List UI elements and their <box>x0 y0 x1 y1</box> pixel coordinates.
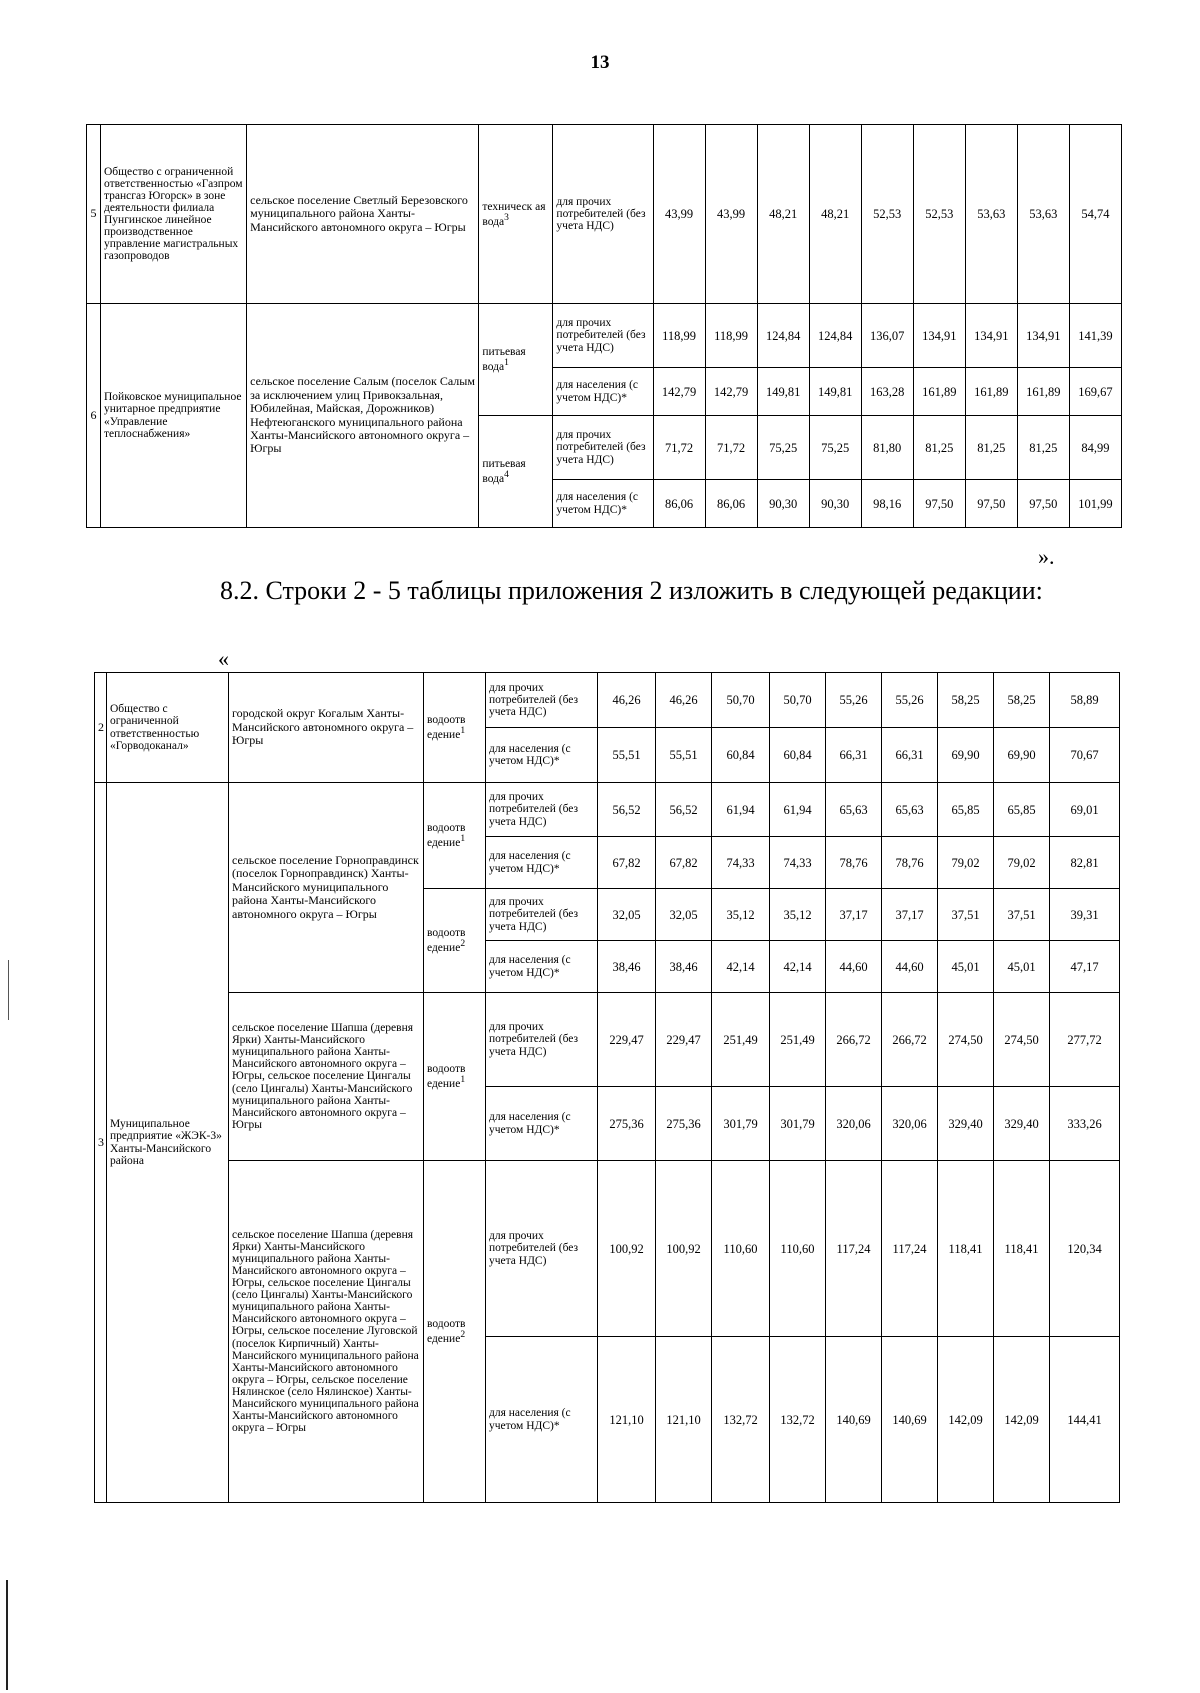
tariff-value: 90,30 <box>809 480 861 528</box>
tariff-value: 65,85 <box>938 783 994 837</box>
tariff-value: 61,94 <box>770 783 826 837</box>
tariff-value: 60,84 <box>770 728 826 783</box>
tariff-value: 42,14 <box>770 941 826 993</box>
tariff-value: 86,06 <box>705 480 757 528</box>
tariff-value: 66,31 <box>826 728 882 783</box>
consumer-cell: для прочих потребителей (без учета НДС) <box>553 125 653 304</box>
territory-cell: сельское поселение Шапша (деревня Ярки) Ханты-Мансийского муниципального района Ханты-Мансийского автономного округа – Югры, сельское поселение Цингалы (село Цингалы) Ханты-Мансийского муниципального района Ханты-Мансийского автономного округа – Югры, сельское поселение Луговской (поселок Кирпичный) Ханты-Мансийского муниципального района Ханты-Мансийского автономного округа – Югры, сельское поселение Нялинское (село Нялинское) Ханты-Мансийского муниципального района Ханты-Мансийского автономного округа – Югры <box>229 1161 424 1503</box>
tariff-value: 37,51 <box>994 889 1050 941</box>
territory-cell: сельское поселение Салым (поселок Салым за исключением улиц Привокзальная, Юбилейная, Майская, Дорожников) Нефтеюганского муниципального района Ханты-Мансийского автономного округа – Югры <box>247 304 479 528</box>
tariff-value: 48,21 <box>757 125 809 304</box>
tariff-value: 275,36 <box>656 1087 712 1161</box>
tariff-value: 140,69 <box>826 1337 882 1503</box>
tariff-value: 79,02 <box>938 837 994 889</box>
tariff-value: 58,25 <box>938 673 994 728</box>
tariff-value: 32,05 <box>656 889 712 941</box>
table-row <box>87 125 1122 304</box>
organization-cell: Общество с ограниченной ответственностью «Горводоканал» <box>107 673 229 783</box>
tariff-value: 52,53 <box>913 125 965 304</box>
tariff-value: 161,89 <box>965 368 1017 416</box>
tariff-value: 37,17 <box>882 889 938 941</box>
tariff-value: 229,47 <box>656 993 712 1087</box>
tariff-value: 144,41 <box>1050 1337 1120 1503</box>
tariff-value: 74,33 <box>770 837 826 889</box>
tariff-value: 81,80 <box>861 416 913 480</box>
tariff-value: 81,25 <box>965 416 1017 480</box>
consumer-cell: для населения (с учетом НДС)* <box>486 728 598 783</box>
closing-quote: ». <box>1038 544 1055 569</box>
service-cell: питьевая вода$^1$ <box>479 304 553 416</box>
row-number: 5 <box>87 125 101 304</box>
tariff-value: 118,99 <box>705 304 757 368</box>
tariff-value: 78,76 <box>882 837 938 889</box>
tariff-value: 266,72 <box>826 993 882 1087</box>
row-number: 6 <box>87 304 101 528</box>
tariff-value: 110,60 <box>770 1161 826 1337</box>
page-number: 13 <box>590 52 610 73</box>
tariff-value: 78,76 <box>826 837 882 889</box>
tariff-value: 132,72 <box>770 1337 826 1503</box>
tariff-value: 142,09 <box>938 1337 994 1503</box>
service-cell: техническ ая вода$^3$ <box>479 125 553 304</box>
tariff-value: 56,52 <box>656 783 712 837</box>
scan-margin-mark <box>8 960 9 1020</box>
tariff-value: 266,72 <box>882 993 938 1087</box>
organization-cell: Муниципальное предприятие «ЖЭК-3» Ханты-Мансийского района <box>107 783 229 1503</box>
tariff-value: 124,84 <box>757 304 809 368</box>
tariff-value: 42,14 <box>712 941 770 993</box>
tariff-value: 329,40 <box>938 1087 994 1161</box>
tariff-value: 161,89 <box>1017 368 1069 416</box>
organization-cell: Пойковское муниципальное унитарное предприятие «Управление теплоснабжения» <box>101 304 247 528</box>
tariff-value: 275,36 <box>598 1087 656 1161</box>
tariff-value: 74,33 <box>712 837 770 889</box>
tariff-value: 229,47 <box>598 993 656 1087</box>
tariff-value: 38,46 <box>598 941 656 993</box>
tariff-value: 66,31 <box>882 728 938 783</box>
tariff-value: 320,06 <box>826 1087 882 1161</box>
tariff-value: 333,26 <box>1050 1087 1120 1161</box>
tariff-value: 65,63 <box>826 783 882 837</box>
tariff-value: 274,50 <box>994 993 1050 1087</box>
tariff-value: 251,49 <box>712 993 770 1087</box>
tariff-value: 117,24 <box>826 1161 882 1337</box>
table-row <box>95 783 1120 837</box>
tariff-value: 98,16 <box>861 480 913 528</box>
tariff-value: 67,82 <box>656 837 712 889</box>
territory-cell: городской округ Когалым Ханты-Мансийского автономного округа – Югры <box>229 673 424 783</box>
territory-cell: сельское поселение Горноправдинск (поселок Горноправдинск) Ханты-Мансийского муниципального района Ханты-Мансийского автономного округа – Югры <box>229 783 424 993</box>
tariff-value: 43,99 <box>653 125 705 304</box>
tariff-value: 141,39 <box>1069 304 1121 368</box>
tariff-value: 140,69 <box>882 1337 938 1503</box>
tariff-value: 75,25 <box>809 416 861 480</box>
tariff-value: 71,72 <box>653 416 705 480</box>
tariff-value: 134,91 <box>965 304 1017 368</box>
tariff-value: 43,99 <box>705 125 757 304</box>
tariff-value: 301,79 <box>770 1087 826 1161</box>
tariff-value: 37,17 <box>826 889 882 941</box>
tariff-value: 110,60 <box>712 1161 770 1337</box>
tariff-value: 46,26 <box>656 673 712 728</box>
tariff-value: 301,79 <box>712 1087 770 1161</box>
tariff-value: 52,53 <box>861 125 913 304</box>
tariff-value: 142,79 <box>653 368 705 416</box>
consumer-cell: для прочих потребителей (без учета НДС) <box>486 889 598 941</box>
table-row <box>95 1161 1120 1337</box>
consumer-cell: для населения (с учетом НДС)* <box>553 480 653 528</box>
tariff-value: 124,84 <box>809 304 861 368</box>
tariff-value: 35,12 <box>712 889 770 941</box>
tariff-value: 56,52 <box>598 783 656 837</box>
tariff-value: 48,21 <box>809 125 861 304</box>
service-cell: водоотв едение$^2$ <box>424 1161 486 1503</box>
tariff-value: 75,25 <box>757 416 809 480</box>
tariff-value: 97,50 <box>913 480 965 528</box>
tariff-value: 55,26 <box>826 673 882 728</box>
tariff-value: 274,50 <box>938 993 994 1087</box>
tariff-value: 97,50 <box>1017 480 1069 528</box>
tariff-value: 61,94 <box>712 783 770 837</box>
tariff-value: 44,60 <box>826 941 882 993</box>
consumer-cell: для прочих потребителей (без учета НДС) <box>553 416 653 480</box>
tariff-value: 67,82 <box>598 837 656 889</box>
consumer-cell: для прочих потребителей (без учета НДС) <box>553 304 653 368</box>
tariff-value: 65,85 <box>994 783 1050 837</box>
tariff-value: 117,24 <box>882 1161 938 1337</box>
tariff-value: 100,92 <box>598 1161 656 1337</box>
tariff-value: 169,67 <box>1069 368 1121 416</box>
tariff-value: 37,51 <box>938 889 994 941</box>
tariff-value: 149,81 <box>809 368 861 416</box>
opening-quote: « <box>218 646 229 671</box>
tariff-value: 69,90 <box>994 728 1050 783</box>
consumer-cell: для прочих потребителей (без учета НДС) <box>486 993 598 1087</box>
table-row <box>95 673 1120 728</box>
tariff-value: 45,01 <box>994 941 1050 993</box>
scan-margin-mark <box>6 1580 8 1690</box>
tariff-value: 58,89 <box>1050 673 1120 728</box>
tariff-value: 50,70 <box>770 673 826 728</box>
service-cell: водоотв едение$^1$ <box>424 673 486 783</box>
tariff-value: 136,07 <box>861 304 913 368</box>
tariff-value: 90,30 <box>757 480 809 528</box>
tariff-value: 55,26 <box>882 673 938 728</box>
tariff-value: 58,25 <box>994 673 1050 728</box>
service-cell: водоотв едение$^1$ <box>424 993 486 1161</box>
tariff-value: 118,41 <box>938 1161 994 1337</box>
tariff-value: 118,41 <box>994 1161 1050 1337</box>
consumer-cell: для населения (с учетом НДС)* <box>486 837 598 889</box>
tariff-value: 44,60 <box>882 941 938 993</box>
tariff-value: 71,72 <box>705 416 757 480</box>
tariff-value: 84,99 <box>1069 416 1121 480</box>
consumer-cell: для населения (с учетом НДС)* <box>486 941 598 993</box>
tariff-value: 65,63 <box>882 783 938 837</box>
tariff-value: 50,70 <box>712 673 770 728</box>
service-cell: водоотв едение$^1$ <box>424 783 486 889</box>
tariff-value: 120,34 <box>1050 1161 1120 1337</box>
consumer-cell: для прочих потребителей (без учета НДС) <box>486 1161 598 1337</box>
tariff-value: 55,51 <box>656 728 712 783</box>
tariff-value: 60,84 <box>712 728 770 783</box>
tariff-value: 82,81 <box>1050 837 1120 889</box>
table-row <box>95 993 1120 1087</box>
amendment-heading: 8.2. Строки 2 - 5 таблицы приложения 2 изложить в следующей редакции: <box>220 576 1043 605</box>
tariff-value: 142,79 <box>705 368 757 416</box>
tariff-value: 81,25 <box>913 416 965 480</box>
tariff-value: 132,72 <box>712 1337 770 1503</box>
tariff-value: 100,92 <box>656 1161 712 1337</box>
tariff-value: 163,28 <box>861 368 913 416</box>
territory-cell: сельское поселение Шапша (деревня Ярки) Ханты-Мансийского муниципального района Ханты-Мансийского автономного округа – Югры, сельское поселение Цингалы (село Цингалы) Ханты-Мансийского муниципального района Ханты-Мансийского автономного округа – Югры <box>229 993 424 1161</box>
consumer-cell: для прочих потребителей (без учета НДС) <box>486 783 598 837</box>
tariff-table-new-edition <box>94 672 1120 1503</box>
row-number: 2 <box>95 673 107 783</box>
consumer-cell: для населения (с учетом НДС)* <box>553 368 653 416</box>
tariff-value: 70,67 <box>1050 728 1120 783</box>
tariff-value: 38,46 <box>656 941 712 993</box>
tariff-value: 149,81 <box>757 368 809 416</box>
consumer-cell: для населения (с учетом НДС)* <box>486 1087 598 1161</box>
tariff-value: 69,90 <box>938 728 994 783</box>
tariff-value: 53,63 <box>965 125 1017 304</box>
tariff-value: 121,10 <box>656 1337 712 1503</box>
tariff-value: 277,72 <box>1050 993 1120 1087</box>
tariff-value: 320,06 <box>882 1087 938 1161</box>
tariff-value: 35,12 <box>770 889 826 941</box>
tariff-value: 86,06 <box>653 480 705 528</box>
tariff-value: 79,02 <box>994 837 1050 889</box>
organization-cell: Общество с ограниченной ответственностью «Газпром трансгаз Югорск» в зоне деятельности филиала Пунгинское линейное производственное управление магистральных газопроводов <box>101 125 247 304</box>
tariff-value: 101,99 <box>1069 480 1121 528</box>
tariff-value: 142,09 <box>994 1337 1050 1503</box>
tariff-value: 251,49 <box>770 993 826 1087</box>
tariff-value: 134,91 <box>1017 304 1069 368</box>
tariff-value: 32,05 <box>598 889 656 941</box>
row-number: 3 <box>95 783 107 1503</box>
tariff-value: 54,74 <box>1069 125 1121 304</box>
tariff-value: 97,50 <box>965 480 1017 528</box>
tariff-value: 53,63 <box>1017 125 1069 304</box>
consumer-cell: для прочих потребителей (без учета НДС) <box>486 673 598 728</box>
tariff-value: 39,31 <box>1050 889 1120 941</box>
tariff-value: 329,40 <box>994 1087 1050 1161</box>
tariff-value: 121,10 <box>598 1337 656 1503</box>
tariff-value: 134,91 <box>913 304 965 368</box>
service-cell: питьевая вода$^4$ <box>479 416 553 528</box>
tariff-value: 118,99 <box>653 304 705 368</box>
tariff-value: 161,89 <box>913 368 965 416</box>
tariff-value: 69,01 <box>1050 783 1120 837</box>
tariff-value: 47,17 <box>1050 941 1120 993</box>
territory-cell: сельское поселение Светлый Березовского муниципального района Ханты-Мансийского автономного округа – Югры <box>247 125 479 304</box>
tariff-table-continuation <box>86 124 1122 528</box>
tariff-value: 45,01 <box>938 941 994 993</box>
tariff-value: 46,26 <box>598 673 656 728</box>
service-cell: водоотв едение$^2$ <box>424 889 486 993</box>
table-row <box>87 304 1122 368</box>
tariff-value: 55,51 <box>598 728 656 783</box>
consumer-cell: для населения (с учетом НДС)* <box>486 1337 598 1503</box>
tariff-value: 81,25 <box>1017 416 1069 480</box>
